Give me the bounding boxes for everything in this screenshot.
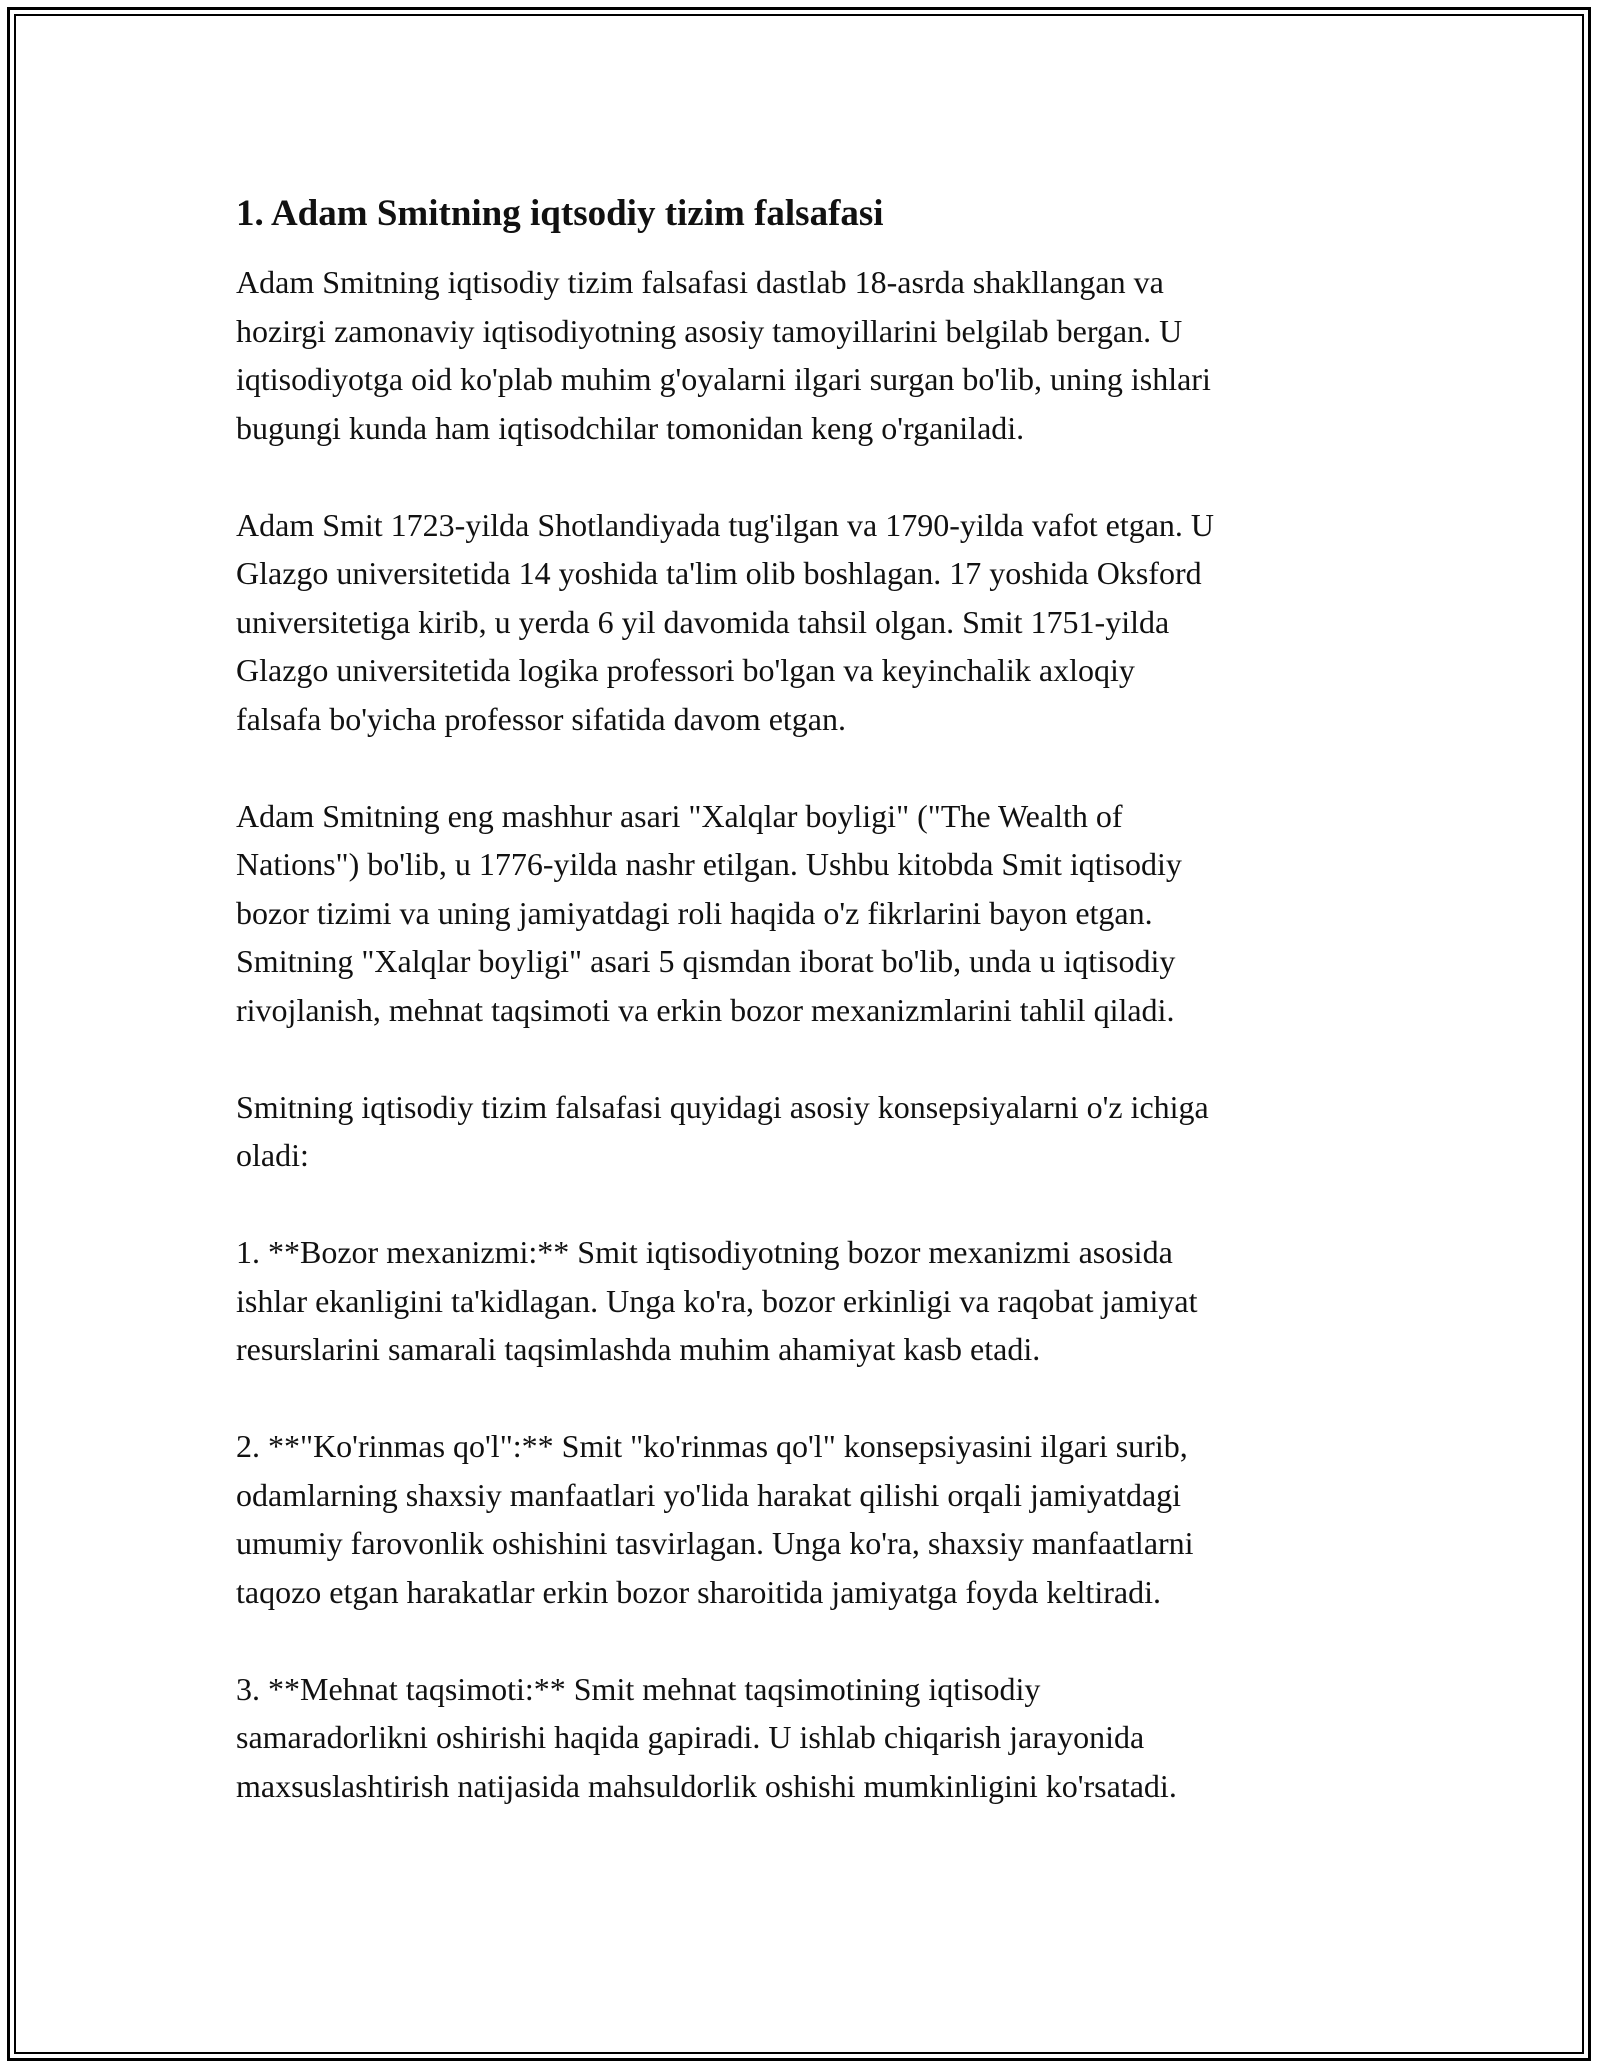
list-item-invisible-hand: 2. **"Ko'rinmas qo'l":** Smit "ko'rinmas qo'l" konsepsiyasini ilgari surib, odamlarning shaxsiy manfaatlari yo'lida harakat qilishi orqali jamiyatdagi umumiy farovonlik oshishini tasvirlagan. Unga ko'ra, shaxsiy manfaatlarni taqozo etgan harakatlar erkin bozor sharoitida jamiyatga foyda keltiradi.	[236, 1428, 1194, 1610]
paragraph-intro: Adam Smitning iqtisodiy tizim falsafasi dastlab 18-asrda shakllangan va hozirgi zamonaviy iqtisodiyotning asosiy tamoyillarini belgilab bergan. U iqtisodiyotga oid ko'plab muhim g'oyalarni ilgari surgan bo'lib, uning ishlari bugungi kunda ham iqtisodchilar tomonidan keng o'rganiladi.	[236, 264, 1211, 446]
list-item-market-mechanism: 1. **Bozor mexanizmi:** Smit iqtisodiyotning bozor mexanizmi asosida ishlar ekanligini ta'kidlagan. Unga ko'ra, bozor erkinligi va raqobat jamiyat resurslarini samarali taqsimlashda muhim ahamiyat kasb etadi.	[236, 1234, 1198, 1367]
paragraph-concepts-intro: Smitning iqtisodiy tizim falsafasi quyidagi asosiy konsepsiyalarni o'z ichiga oladi:	[236, 1088, 1209, 1173]
paragraph-wealth-of-nations: Adam Smitning eng mashhur asari "Xalqlar boyligi" ("The Wealth of Nations") bo'lib, u 1776-yilda nashr etilgan. Ushbu kitobda Smit iqtisodiy bozor tizimi va uning jamiyatdagi roli haqida o'z fikrlarini bayon etgan. Smitning "Xalqlar boyligi" asari 5 qismdan iborat bo'lib, unda u iqtisodiy rivojlanish, mehnat taqsimoti va erkin bozor mexanizmlarini tahlil qiladi.	[236, 797, 1182, 1028]
document-body	[236, 188, 1396, 1859]
list-item-division-of-labor: 3. **Mehnat taqsimoti:** Smit mehnat taqsimotining iqtisodiy samaradorlikni oshirishi haqida gapiradi. U ishlab chiqarish jarayonida maxsuslashtirish natijasida mahsuldorlik oshishi mumkinligini ko'rsatadi.	[236, 1670, 1177, 1804]
paragraph-biography: Adam Smit 1723-yilda Shotlandiyada tug'ilgan va 1790-yilda vafot etgan. U Glazgo universitetida 14 yoshida ta'lim olib boshlagan. 17 yoshida Oksford universitetiga kirib, u yerda 6 yil davomida tahsil olgan. Smit 1751-yilda Glazgo universitetida logika professori bo'lgan va keyinchalik axloqiy falsafa bo'yicha professor sifatida davom etgan.	[236, 506, 1215, 737]
document-title: 1. Adam Smitning iqtsodiy tizim falsafasi	[236, 193, 884, 234]
